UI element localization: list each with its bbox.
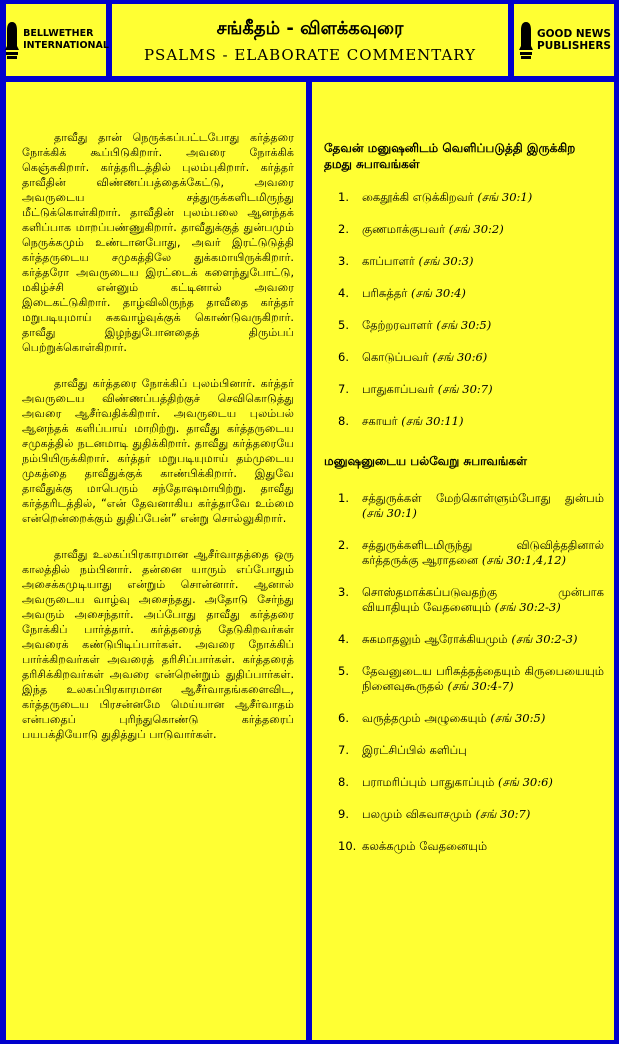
list-item: [324, 775, 604, 790]
list-item: [324, 222, 604, 237]
item-reference: (சங் 30:7): [437, 382, 493, 396]
bell-icon: [517, 20, 535, 60]
item-reference: (சங் 30:1,4,12): [481, 553, 566, 567]
list-item: [324, 190, 604, 205]
item-number: 1.: [338, 190, 349, 204]
gods-attributes-list: [324, 190, 604, 429]
list-item: [324, 632, 604, 647]
list-item: [324, 743, 604, 758]
good-news-logo-text: [537, 28, 611, 52]
item-number: 3.: [338, 585, 349, 599]
item-number: 2.: [338, 538, 349, 552]
item-reference: (சங் 30:11): [401, 414, 464, 428]
page-title-tamil: சங்கீதம் - விளக்கவுரை: [216, 18, 404, 39]
item-number: 4.: [338, 632, 349, 646]
item-number: 7.: [338, 743, 349, 757]
item-text: சுகமாதலும் ஆரோக்கியமும்: [362, 632, 508, 646]
commentary-column: [6, 82, 306, 1040]
item-text: குணமாக்குபவர்: [362, 222, 446, 236]
item-text: கைதூக்கி எடுக்கிறவர்: [362, 190, 474, 204]
item-text: பராமரிப்பும் பாதுகாப்பும்: [362, 775, 495, 789]
commentary-paragraph: தாவீது கர்த்தரை நோக்கிப் புலம்பினார். கர்த்தர் அவருடைய விண்ணப்பத்திற்குச் செவிகொடுத்து அவரை ஆசீர்வதிக்கிறார். அவருடைய புலம்பல் ஆனந்தக் களிப்பாய் மாறிற்று. தாவீது கர்த்தருடைய சமுகத்தில் நடனமாடி துதிக்கிறார். தாவீது கர்த்தரையே நம்பியிருக்கிறார். கர்த்தர் மறுபடியுமாய் தம்முடைய முகத்தை தாவீதுக்குக் காண்பிக்கிறார். இதுவே தாவீதுக்கு மாபெரும் சந்தோஷமாயிற்று. தாவீது கர்த்தரிடத்தில், “என் தேவனாகிய கர்த்தாவே உம்மை என்றென்றைக்கும் துதிப்பேன்” என்று சொல்லுகிறார்.: [22, 377, 294, 525]
item-text: தேவனுடைய பரிசுத்தத்தையும் கிருபையையும் நினைவுகூருதல்: [362, 664, 604, 693]
good-news-line2: PUBLISHERS: [537, 40, 611, 52]
item-number: 4.: [338, 286, 349, 300]
item-reference: (சங் 30:2-3): [511, 632, 578, 646]
list-item: [324, 807, 604, 822]
item-number: 9.: [338, 807, 349, 821]
attributes-column: [312, 82, 614, 1040]
item-text: கலக்கமும் வேதனையும்: [362, 839, 488, 853]
item-text: காப்பாளர்: [362, 254, 415, 268]
item-number: 5.: [338, 318, 349, 332]
list-item: [324, 318, 604, 333]
item-reference: (சங் 30:6): [498, 775, 553, 789]
good-news-line1: GOOD NEWS: [537, 28, 611, 40]
item-reference: (சங் 30:2-3): [494, 600, 561, 614]
bellwether-logo-box: [6, 4, 109, 76]
item-number: 6.: [338, 711, 349, 725]
list-item: [324, 839, 604, 854]
page-title-english: PSALMS - ELABORATE COMMENTARY: [143, 46, 477, 64]
item-reference: (சங் 30:4): [410, 286, 466, 300]
list-item: [324, 538, 604, 568]
item-text: சத்துருக்கள் மேற்கொள்ளும்போது துன்பம்: [362, 491, 604, 505]
list-item: [324, 664, 604, 694]
item-text: இரட்சிப்பில் களிப்பு: [362, 743, 467, 757]
good-news-logo: [517, 20, 611, 60]
bell-icon: [3, 20, 21, 60]
good-news-logo-box: [514, 4, 614, 76]
item-text: பாதுகாப்பவர்: [362, 382, 435, 396]
commentary-paragraph: தாவீது தான் நெருக்கப்பட்டபோது கர்த்தரை நோக்கிக் கூப்பிடுகிறார். அவரை நோக்கிக் கெஞ்சுகிறார். கர்த்தரிடத்தில் புலம்புகிறார். கர்த்தர் தாவீதின் விண்ணப்பத்தைக்கேட்டு, அவரை அவருடைய சத்துருக்களிடமிருந்து மீட்டுக்கொள்கிறார். தாவீதின் புலம்பலை ஆனந்தக் களிப்பாக மாறப்பண்ணுகிறார். தாவீதுக்குத் துன்பமும் நெருக்கமும் உண்டானபோது, அவர் இரட்டுடுத்தி கர்த்தருடைய சமுகத்திலே துக்கமாயிருக்கிறார். கர்த்தரோ அவருடைய இரட்டைக் களைந்துபோட்டு, மகிழ்ச்சி என்னும் கட்டினால் அவரை இடைகட்டுகிறார். தாழ்விலிருந்த தாவீதை கர்த்தர் மறுபடியுமாய் சுகவாழ்வுக்குக் கொண்டுவருகிறார். தாவீது இழந்துபோனதைத் திரும்பப் பெற்றுக்கொள்கிறார்.: [22, 131, 294, 354]
item-text: வருத்தமும் அழுகையும்: [362, 711, 487, 725]
section-heading-gods-attributes: தேவன் மனுஷனிடம் வெளிப்படுத்தி இருக்கிற தமது சுபாவங்கள்: [324, 141, 576, 171]
item-number: 3.: [338, 254, 349, 268]
item-number: 8.: [338, 414, 349, 428]
bellwether-logo-text: [23, 28, 109, 52]
list-item: [324, 350, 604, 365]
item-reference: (சங் 30:1): [362, 506, 417, 520]
list-item: [324, 414, 604, 429]
item-reference: (சங் 30:6): [432, 350, 488, 364]
bellwether-line1: BELLWETHER: [23, 28, 94, 39]
list-item: [324, 382, 604, 397]
item-number: 8.: [338, 775, 349, 789]
item-reference: (சங் 30:7): [475, 807, 531, 821]
commentary-paragraph: தாவீது உலகப்பிரகாரமான ஆசீர்வாதத்தை ஒரு காலத்தில் நம்பினார். தன்னை யாரும் எப்போதும் அசைக்கமுடியாது என்றும் சொன்னார். ஆனால் அவருடைய வாழ்வு அசைந்தது. அதோடு சேர்ந்து அவரும் அசைந்தார். அப்போது தாவீது கர்த்தரை நோக்கிப் பார்த்தார். கர்த்தரைத் தேடுகிறவர்கள் அவரைக் கண்டுபிடிப்பார்கள். அவரை நோக்கிப் பார்க்கிறவர்கள் அவரைத் தரிசிப்பார்கள். கர்த்தரைத் தரிசிக்கிறவர்கள் அவரை என்றென்றும் துதிப்பார்கள். இந்த உலகப்பிரகாரமான ஆசீர்வாதங்களைவிட, கர்த்தருடைய பிரசன்னமே மெய்யான ஆசீர்வாதம் என்பதைப் புரிந்துகொண்டு கர்த்தரைப் பயபக்தியோடு துதித்துப் பாடுவார்கள்.: [22, 548, 294, 741]
bellwether-logo: [3, 20, 109, 60]
item-text: சொஸ்தமாக்கப்படுவதற்கு முன்பாக வியாதியும் வேதனையும்: [362, 585, 604, 614]
section-heading-human-attributes: மனுஷனுடைய பல்வேறு சுபாவங்கள்: [324, 454, 527, 468]
item-number: 6.: [338, 350, 349, 364]
item-text: தேற்றரவாளர்: [362, 318, 433, 332]
title-box: [112, 4, 508, 76]
item-text: கொடுப்பவர்: [362, 350, 429, 364]
item-reference: (சங் 30:2): [448, 222, 504, 236]
item-reference: (சங் 30:5): [490, 711, 546, 725]
item-number: 1.: [338, 491, 349, 505]
item-reference: (சங் 30:3): [418, 254, 474, 268]
item-reference: (சங் 30:4-7): [447, 679, 514, 693]
item-reference: (சங் 30:5): [436, 318, 492, 332]
item-reference: (சங் 30:1): [477, 190, 533, 204]
item-text: பலமும் விசுவாசமும்: [362, 807, 472, 821]
human-attributes-list: [324, 491, 604, 854]
list-item: [324, 491, 604, 521]
item-text: பரிசுத்தர்: [362, 286, 408, 300]
item-number: 5.: [338, 664, 349, 678]
list-item: [324, 286, 604, 301]
item-number: 2.: [338, 222, 349, 236]
list-item: [324, 711, 604, 726]
item-number: 7.: [338, 382, 349, 396]
item-number: 10.: [338, 839, 357, 853]
bellwether-line2: INTERNATIONAL: [23, 40, 109, 51]
item-text: சத்துருக்களிடமிருந்து விடுவித்ததினால் கர்த்தருக்கு ஆராதனை: [362, 538, 604, 567]
item-text: சகாயர்: [362, 414, 398, 428]
list-item: [324, 585, 604, 615]
list-item: [324, 254, 604, 269]
